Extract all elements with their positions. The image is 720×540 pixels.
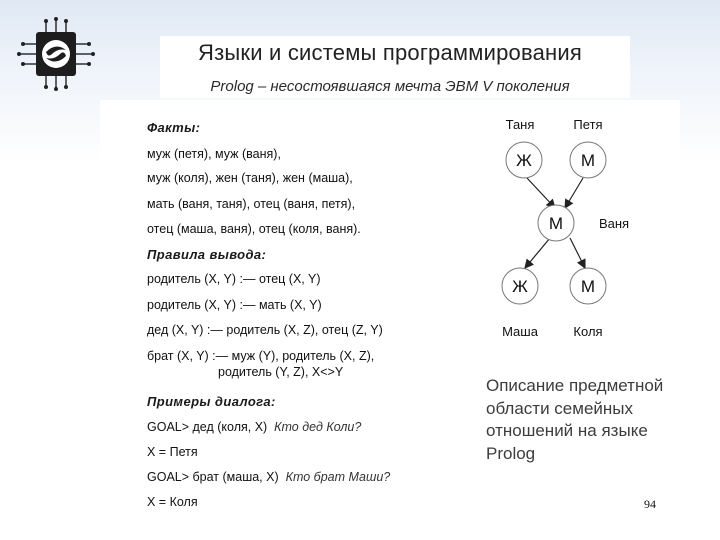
edge-tanya-vanya <box>527 178 555 208</box>
rule-line: дед (X, Y) :— родитель (X, Z), отец (Z, Y) <box>147 323 383 337</box>
facts-heading: Факты: <box>147 120 201 135</box>
edge-vanya-masha <box>525 238 550 268</box>
rule-line: родитель (X, Y) :— мать (X, Y) <box>147 298 322 312</box>
name-label: Ваня <box>598 216 630 231</box>
query-comment: Кто дед Коли? <box>274 420 362 434</box>
dialog-query-1 <box>147 420 361 434</box>
dialog-answer-1: X = Петя <box>147 445 198 459</box>
node-sex-label: Ж <box>516 151 532 170</box>
query-command: GOAL> дед (коля, X) <box>147 420 268 434</box>
chip-logo-icon <box>12 16 98 92</box>
rule-line: родитель (Y, Z), X<>Y <box>218 365 344 379</box>
name-label: Петя <box>573 117 603 132</box>
edge-petya-vanya <box>565 178 583 208</box>
fact-line: отец (маша, ваня), отец (коля, ваня). <box>147 222 361 236</box>
name-label: Таня <box>505 117 535 132</box>
name-label: Маша <box>502 324 538 339</box>
slide-subtitle: Prolog – несостоявшаяся мечта ЭВМ V поколения <box>210 78 570 95</box>
query-command: GOAL> брат (маша, X) <box>147 470 279 484</box>
query-comment: Кто брат Маши? <box>285 470 391 484</box>
rule-line: родитель (X, Y) :— отец (X, Y) <box>147 272 321 286</box>
description-text: Описание предметной области семейных отношений на языке Prolog <box>486 376 664 463</box>
node-sex-label: М <box>580 151 596 170</box>
rule-line: брат (X, Y) :— муж (Y), родитель (X, Z), <box>147 349 375 363</box>
node-sex-label: М <box>580 277 596 296</box>
dialog-heading: Примеры диалога: <box>147 394 276 409</box>
dialog-query-2 <box>147 470 390 484</box>
family-tree-diagram <box>480 110 660 350</box>
node-sex-label: М <box>548 214 564 233</box>
page-number: 94 <box>644 497 656 511</box>
slide-title: Языки и системы программирования <box>198 40 582 65</box>
fact-line: мать (ваня, таня), отец (ваня, петя), <box>147 197 356 211</box>
rules-heading: Правила вывода: <box>147 247 267 262</box>
fact-line: муж (коля), жен (таня), жен (маша), <box>147 171 353 185</box>
dialog-answer-2: X = Коля <box>147 495 198 509</box>
name-label: Коля <box>573 324 603 339</box>
fact-line: муж (петя), муж (ваня), <box>147 147 281 161</box>
edge-vanya-kolya <box>570 238 585 268</box>
node-sex-label: Ж <box>512 277 528 296</box>
